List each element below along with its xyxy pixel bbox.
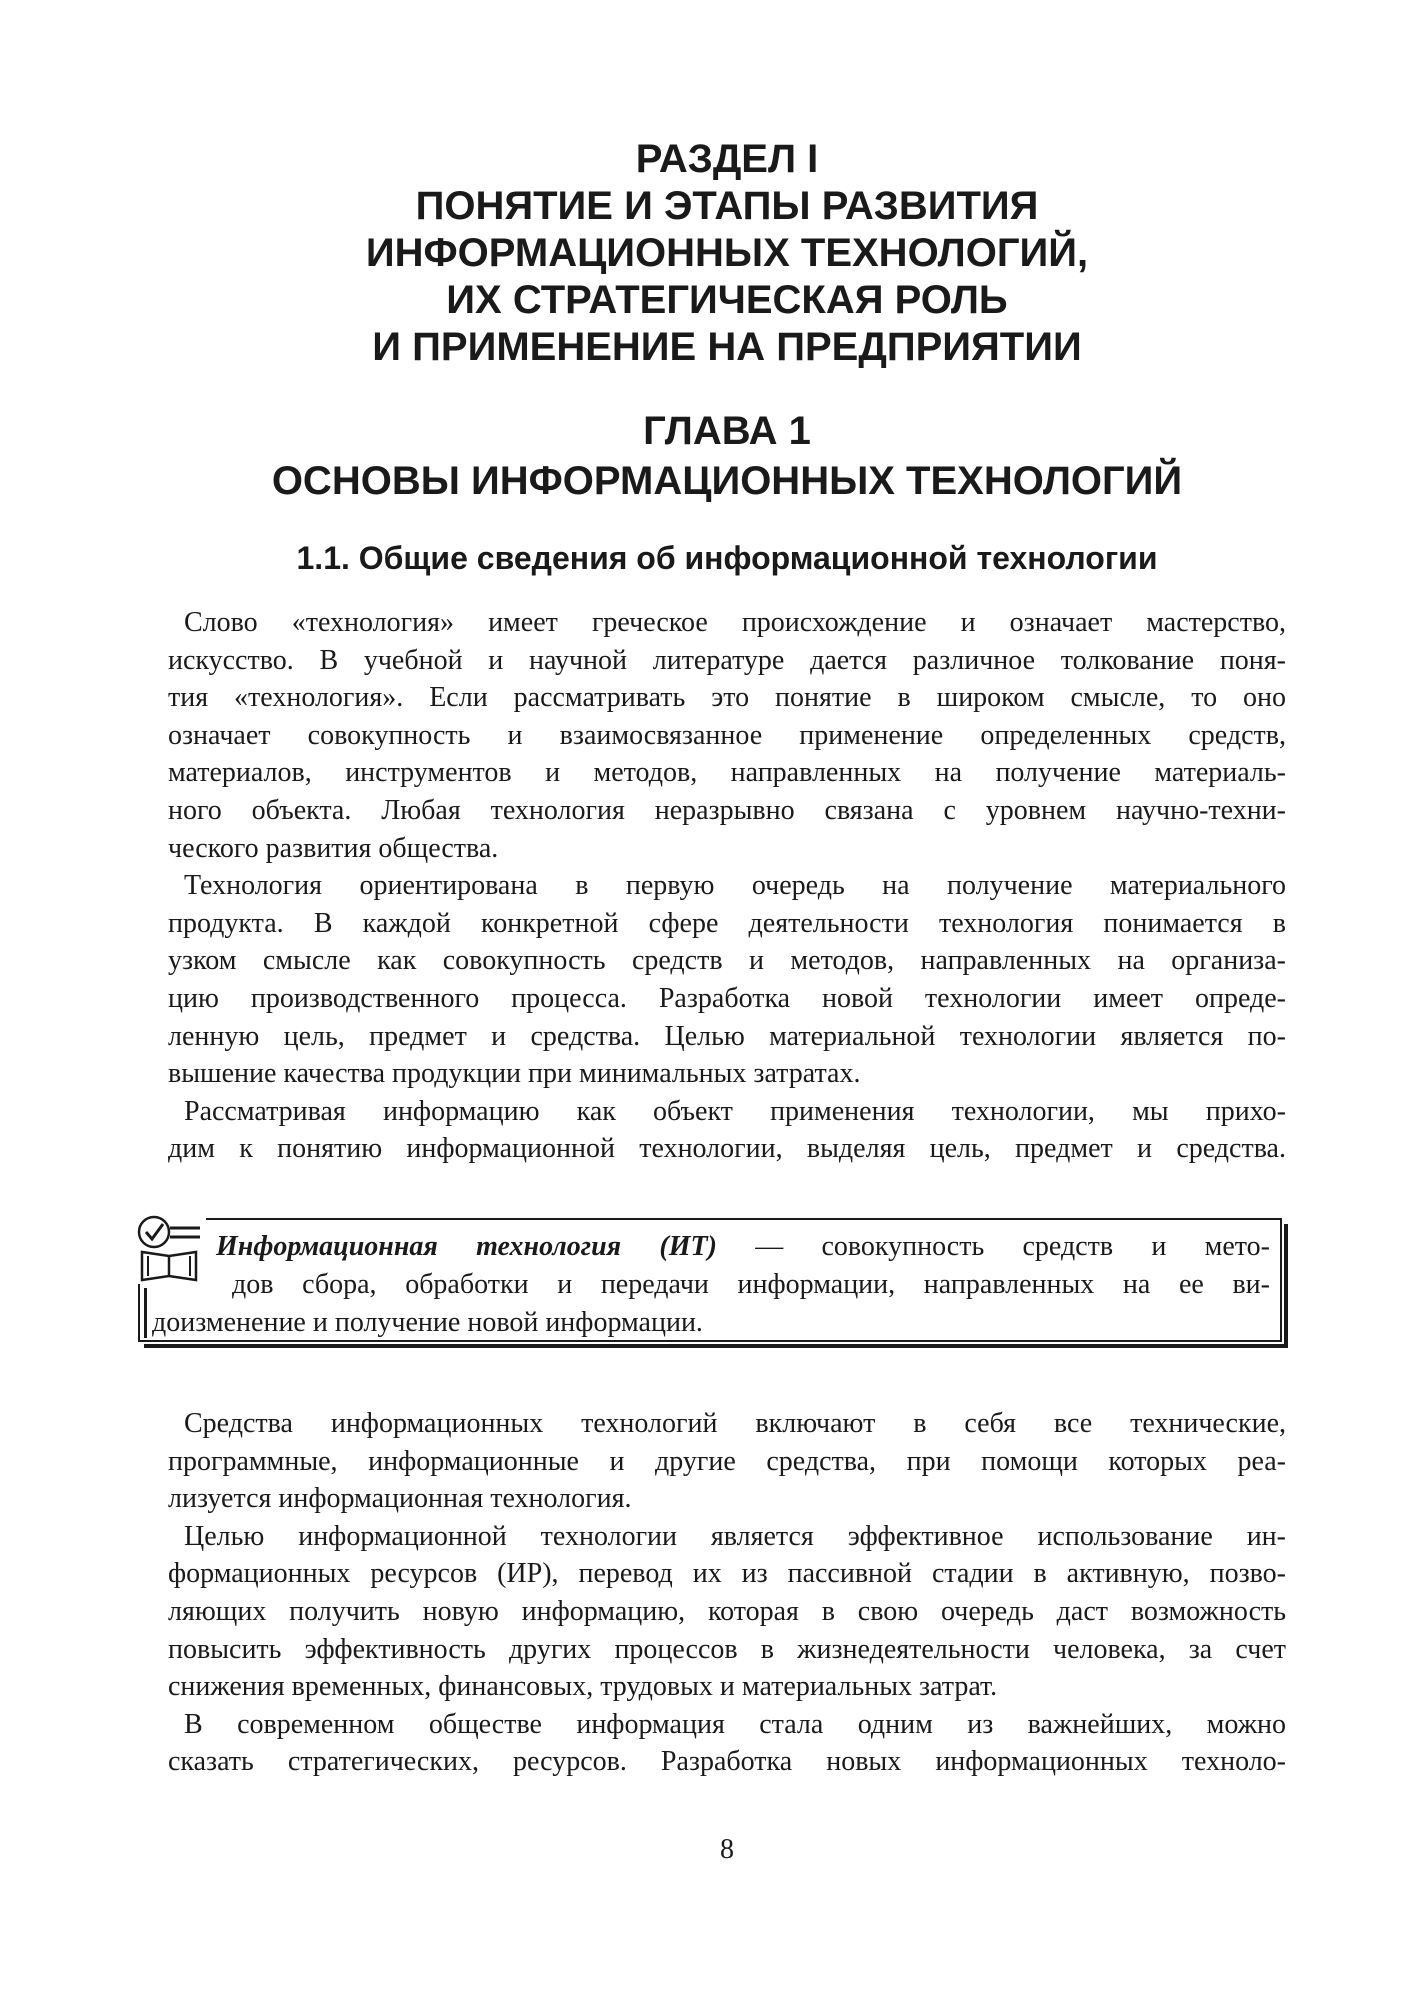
part-heading-line: ИХ СТРАТЕГИЧЕСКАЯ РОЛЬ	[446, 278, 1008, 322]
definition-line-rest: — совокупность средств и мето-	[716, 1231, 1270, 1262]
definition-term: Информационная технология (ИТ)	[216, 1231, 717, 1262]
text-line: снижения временных, финансовых, трудовых и материальных затрат.	[168, 1671, 998, 1703]
text-line: ческого развития общества.	[168, 832, 499, 864]
definition-text	[152, 1228, 1270, 1342]
text-line: материалов, инструментов и методов, направленных на получение материаль-	[168, 757, 1286, 789]
part-heading-line: И ПРИМЕНЕНИЕ НА ПРЕДПРИЯТИИ	[372, 325, 1082, 369]
text-line: ного объекта. Любая технология неразрывно связана с уровнем научно-техни-	[168, 794, 1286, 826]
definition-box	[138, 1218, 1286, 1346]
part-heading-line: ИНФОРМАЦИОННЫХ ТЕХНОЛОГИЙ,	[365, 231, 1089, 275]
text-line: повысить эффективность других процессов в жизнедеятельности человека, за счет	[168, 1633, 1286, 1665]
text-line: Средства информационных технологий включают в себя все технические,	[184, 1408, 1286, 1439]
text-block-intro	[168, 604, 1286, 1168]
section-heading: 1.1. Общие сведения об информационной технологии	[296, 540, 1158, 576]
definition-side-rule	[144, 1288, 147, 1338]
definition-line: дов сбора, обработки и передачи информации, направленных на ее ви-	[232, 1269, 1270, 1300]
part-heading	[168, 136, 1286, 371]
text-line: ляющих получить новую информацию, которая в свою очередь даст возможность	[168, 1595, 1286, 1627]
text-line: Рассматривая информацию как объект применения технологии, мы прихо-	[184, 1095, 1286, 1127]
chapter-title: ОСНОВЫ ИНФОРМАЦИОННЫХ ТЕХНОЛОГИЙ	[271, 459, 1183, 503]
text-line: цию производственного процесса. Разработка новой технологии имеет опреде-	[168, 982, 1286, 1014]
text-line: означает совокупность и взаимосвязанное применение определенных средств,	[168, 719, 1286, 751]
book-page	[152, 0, 1286, 2000]
text-line: Слово «технология» имеет греческое происхождение и означает мастерство,	[184, 607, 1286, 638]
page-number: 8	[720, 1834, 734, 1865]
part-heading-line: ПОНЯТИЕ И ЭТАПЫ РАЗВИТИЯ	[415, 184, 1039, 228]
text-line: программные, информационные и другие средства, при помощи которых реа-	[168, 1445, 1286, 1477]
text-line: узком смысле как совокупность средств и методов, направленных на организа-	[168, 945, 1286, 977]
chapter-heading	[168, 406, 1286, 506]
text-line: лизуется информационная технология.	[168, 1483, 632, 1515]
text-line: тия «технология». Если рассматривать это понятие в широком смысле, то оно	[168, 682, 1286, 714]
text-line: Целью информационной технологии является эффективное использование ин-	[184, 1520, 1286, 1552]
text-line: дим к понятию информационной технологии, выделяя цель, предмет и средства.	[168, 1133, 1286, 1165]
definition-line: доизменение и получение новой информации.	[152, 1307, 703, 1338]
definition-line	[152, 1228, 1270, 1266]
chapter-number: ГЛАВА 1	[643, 409, 811, 453]
text-line: искусство. В учебной и научной литературе дается различное толкование поня-	[168, 644, 1286, 676]
text-line: сказать стратегических, ресурсов. Разработка новых информационных техноло-	[168, 1746, 1286, 1778]
text-block-means	[168, 1405, 1286, 1781]
text-line: формационных ресурсов (ИР), перевод их из пассивной стадии в активную, позво-	[168, 1558, 1286, 1590]
text-line: Технология ориентирована в первую очередь на получение материального	[184, 870, 1286, 902]
text-line: В современном обществе информация стала одним из важнейших, можно	[184, 1708, 1286, 1740]
text-line: продукта. В каждой конкретной сфере деятельности технология понимается в	[168, 907, 1286, 939]
text-line: вышение качества продукции при минимальных затратах.	[168, 1058, 861, 1090]
text-line: ленную цель, предмет и средства. Целью материальной технологии является по-	[168, 1020, 1286, 1052]
part-heading-line: РАЗДЕЛ I	[635, 137, 819, 181]
